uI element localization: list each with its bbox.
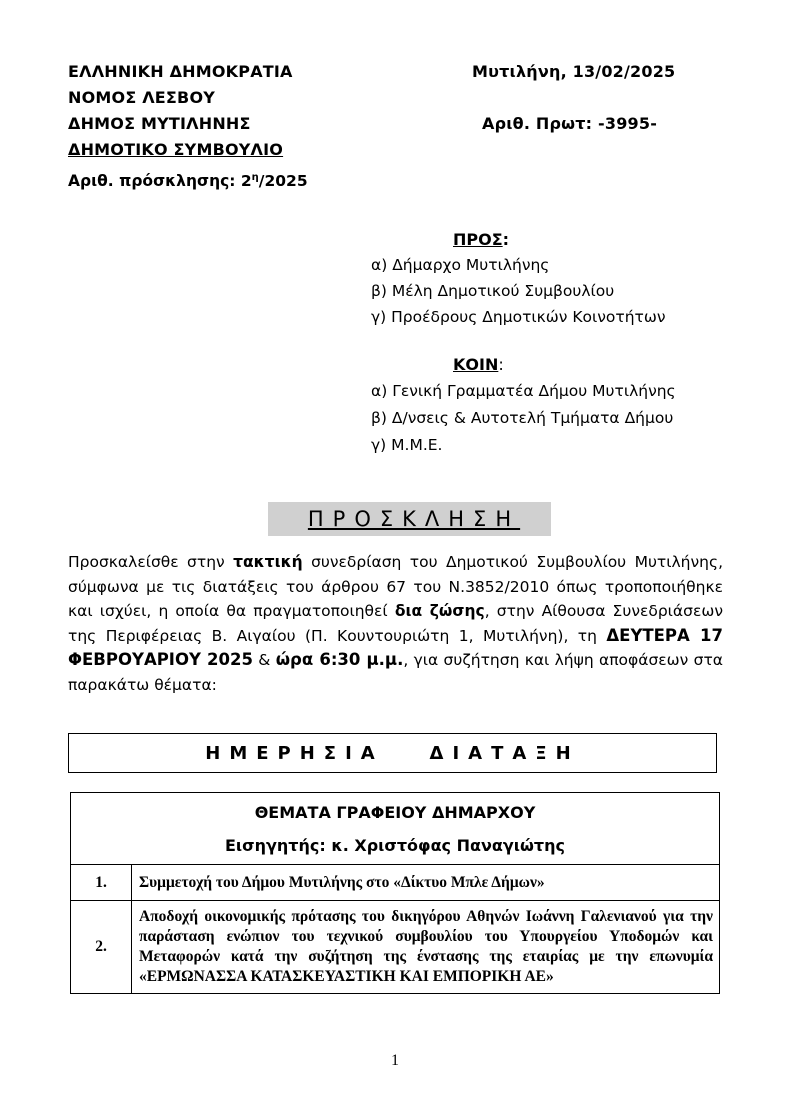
item-number: 1. [71, 865, 132, 901]
body-text-5: , για συζήτηση και λήψη αποφάσεων στα παρακάτω θέματα: [68, 651, 723, 694]
invitation-body [68, 550, 723, 697]
invitation-number-label: Αριθ. πρόσκλησης: 2 [68, 172, 252, 191]
invitation-number-sup: η [251, 172, 259, 183]
meeting-time: ώρα 6:30 μ.μ. [275, 650, 404, 669]
header-municipality: ΔΗΜΟΣ ΜΥΤΙΛΗΝΗΣ [68, 114, 251, 133]
to-label: ΠΡΟΣ [453, 230, 503, 249]
to-heading [453, 230, 509, 249]
cc-heading [453, 355, 504, 374]
agenda-header-box [68, 733, 717, 773]
page-number: 1 [391, 1052, 399, 1069]
cc-recipient: α) Γενική Γραμματέα Δήμου Μυτιλήνης [371, 382, 676, 400]
item-text: Συμμετοχή του Δήμου Μυτιλήνης στο «Δίκτυο Μπλε Δήμων» [132, 865, 720, 901]
to-colon: : [502, 230, 510, 249]
session-type: τακτική [233, 553, 303, 571]
body-text-3: , στην Αίθουσα Συνεδριάσεων της Περιφέρειας Β. Αιγαίου (Π. Κουντουριώτη 1, Μυτιλήνη), τη [68, 602, 723, 645]
header-country: ΕΛΛΗΝΙΚΗ ΔΗΜΟΚΡΑΤΙΑ [68, 62, 293, 81]
item-number: 2. [71, 901, 132, 994]
table-row [71, 901, 720, 994]
item-text: Αποδοχή οικονομικής πρότασης του δικηγόρου Αθηνών Ιωάννη Γαλενιανού για την παράσταση ενώπιον του τεχνικού συμβουλίου του Υπουργείου Υποδομών και Μεταφορών κατά την συζήτηση της ένστασης της εταιρίας με την επωνυμία «ΕΡΜΩΝΑΣΣΑ ΚΑΤΑΣΚΕΥΑΣΤΙΚΗ ΚΑΙ ΕΜΠΟΡΙΚΗ ΑΕ» [132, 901, 720, 994]
cc-recipient: γ) Μ.Μ.Ε. [371, 436, 443, 454]
meeting-mode: δια ζώσης [394, 602, 485, 620]
section-title: ΘΕΜΑΤΑ ΓΡΑΦΕΙΟΥ ΔΗΜΑΡΧΟΥ [254, 803, 536, 822]
body-text-1: Προσκαλείσθε στην [68, 553, 234, 571]
place-date: Μυτιλήνη, 13/02/2025 [472, 62, 676, 81]
invitation-title-box [268, 502, 551, 536]
cc-label: ΚΟΙΝ [453, 355, 499, 374]
to-recipient: β) Μέλη Δημοτικού Συμβουλίου [371, 282, 615, 300]
meeting-date: ΔΕΥΤΕΡΑ 17 ΦΕΒΡΟΥΑΡΙΟΥ 2025 [68, 625, 723, 669]
to-recipient: α) Δήμαρχο Μυτιλήνης [371, 256, 550, 274]
agenda-table [70, 792, 720, 994]
body-text-4: & [252, 651, 276, 669]
table-row [71, 865, 720, 901]
section-rapporteur: Εισηγητής: κ. Χριστόφας Παναγιώτης [224, 836, 566, 855]
to-recipient: γ) Προέδρους Δημοτικών Κοινοτήτων [371, 308, 666, 326]
section-header-cell [71, 793, 720, 865]
section-header-row [71, 793, 720, 865]
cc-recipient: β) Δ/νσεις & Αυτοτελή Τμήματα Δήμου [371, 409, 674, 427]
protocol-number: Αριθ. Πρωτ: -3995- [482, 114, 658, 133]
body-text-2: συνεδρίαση του Δημοτικού Συμβουλίου Μυτιλήνης, σύμφωνα με τις διατάξεις του άρθρου 67 του Ν.3852/2010 όπως τροποποιήθηκε και ισχύει, η οποία θα πραγματοποιηθεί [68, 553, 723, 620]
invitation-title: ΠΡΟΣΚΛΗΣΗ [307, 507, 521, 531]
cc-colon: : [498, 355, 504, 374]
header-prefecture: ΝΟΜΟΣ ΛΕΣΒΟΥ [68, 88, 216, 107]
invitation-number-year: /2025 [258, 172, 308, 191]
header-council: ΔΗΜΟΤΙΚΟ ΣΥΜΒΟΥΛΙΟ [68, 140, 284, 159]
agenda-title: ΗΜΕΡΗΣΙΑ ΔΙΑΤΑΞΗ [205, 742, 580, 764]
invitation-number [68, 172, 308, 190]
